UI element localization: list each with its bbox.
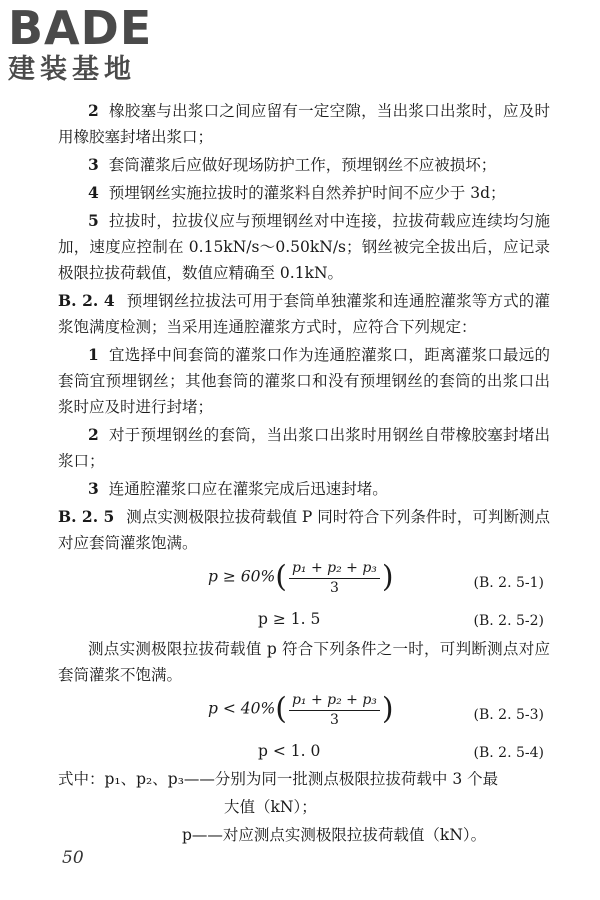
paragraph-text: 测点实测极限拉拔荷载值 p 符合下列条件之一时，可判断测点对应套筒灌浆不饱满。 bbox=[58, 640, 550, 684]
where-clause-2 bbox=[58, 822, 550, 848]
where-clause-1-cont bbox=[58, 794, 550, 820]
equation-lhs: p ≥ 60% bbox=[208, 567, 276, 586]
section-b-2-5 bbox=[58, 504, 550, 556]
clause-3 bbox=[58, 152, 550, 178]
page-number: 50 bbox=[62, 848, 84, 868]
equation-denominator: 3 bbox=[329, 580, 339, 596]
document-body bbox=[58, 98, 550, 850]
equation-lhs: p < 40% bbox=[208, 699, 276, 718]
section-b-2-4 bbox=[58, 288, 550, 340]
equation-expr: p ≥ 1. 5 bbox=[258, 610, 321, 628]
equation-expr: p < 1. 0 bbox=[258, 742, 321, 760]
clause-text: 预埋钢丝实施拉拔时的灌浆料自然养护时间不应少于 3d； bbox=[108, 184, 506, 202]
logo-chinese-text: 建装基地 bbox=[8, 54, 136, 85]
clause-text: 套筒灌浆后应做好现场防护工作，预埋钢丝不应被损坏； bbox=[108, 156, 497, 174]
clause-text: 连通腔灌浆口应在灌浆完成后迅速封堵。 bbox=[108, 480, 388, 498]
section-number: B. 2. 5 bbox=[58, 507, 115, 526]
clause-5 bbox=[58, 208, 550, 286]
equation-numerator: p₁ + p₂ + p₃ bbox=[289, 690, 380, 711]
clause-number: 3 bbox=[88, 479, 99, 498]
equation-label: (B. 2. 5-1) bbox=[473, 575, 544, 591]
clause-number: 5 bbox=[88, 211, 99, 230]
clause-number: 3 bbox=[88, 155, 99, 174]
clause-3b bbox=[58, 476, 550, 502]
clause-number: 2 bbox=[88, 101, 99, 120]
clause-text: 拉拔时，拉拔仪应与预埋钢丝对中连接，拉拔荷载应连续均匀施加，速度应控制在 0.15kN/s～0.50kN/s；钢丝被完全拔出后，应记录极限拉拔荷载值，数值应精确至 0.1kN。 bbox=[58, 212, 550, 282]
where-text: 大值（kN）； bbox=[224, 798, 317, 816]
clause-2b bbox=[58, 422, 550, 474]
clause-number: 1 bbox=[88, 345, 99, 364]
equation-denominator: 3 bbox=[329, 712, 339, 728]
clause-number: 2 bbox=[88, 425, 99, 444]
equation-b-2-5-2 bbox=[58, 604, 550, 636]
equation-label: (B. 2. 5-3) bbox=[473, 707, 544, 723]
section-text: 预埋钢丝拉拔法可用于套筒单独灌浆和连通腔灌浆等方式的灌浆饱满度检测；当采用连通腔灌浆方式时，应符合下列规定： bbox=[58, 292, 550, 336]
section-text: 测点实测极限拉拔荷载值 P 同时符合下列条件时，可判断测点对应套筒灌浆饱满。 bbox=[58, 508, 550, 552]
equation-numerator: p₁ + p₂ + p₃ bbox=[289, 558, 380, 579]
equation-label: (B. 2. 5-2) bbox=[473, 613, 544, 629]
equation-b-2-5-1: p ≥ 60%( $\frac{\text{p₁ + p₂ + p₃}}{3}$ ) (B. 2. 5-1) bbox=[208, 559, 544, 596]
bade-logo bbox=[8, 1, 178, 86]
logo-latin-text: BADE bbox=[8, 1, 153, 55]
clause-text: 宜选择中间套筒的灌浆口作为连通腔灌浆口，距离灌浆口最远的套筒宜预埋钢丝；其他套筒的灌浆口和没有预埋钢丝的套筒的出浆口出浆时应及时进行封堵； bbox=[58, 346, 550, 416]
equation-b-2-5-3: p < 40%( $\frac{\text{p₁ + p₂ + p₃}}{3}$ ) (B. 2. 5-3) bbox=[208, 691, 544, 728]
where-text: p——对应测点实测极限拉拔荷载值（kN）。 bbox=[182, 826, 487, 844]
where-clause-1 bbox=[58, 766, 550, 792]
clause-text: 橡胶塞与出浆口之间应留有一定空隙，当出浆口出浆时，应及时用橡胶塞封堵出浆口； bbox=[58, 102, 550, 146]
section-number: B. 2. 4 bbox=[58, 291, 115, 310]
clause-2 bbox=[58, 98, 550, 150]
paragraph-not-full bbox=[58, 636, 550, 688]
clause-1 bbox=[58, 342, 550, 420]
equation-label: (B. 2. 5-4) bbox=[473, 745, 544, 761]
clause-number: 4 bbox=[88, 183, 99, 202]
clause-4 bbox=[58, 180, 550, 206]
where-text: 式中：p₁、p₂、p₃——分别为同一批测点极限拉拔荷载中 3 个最 bbox=[58, 770, 499, 788]
equation-b-2-5-4 bbox=[58, 736, 550, 766]
clause-text: 对于预埋钢丝的套筒，当出浆口出浆时用钢丝自带橡胶塞封堵出浆口； bbox=[58, 426, 550, 470]
